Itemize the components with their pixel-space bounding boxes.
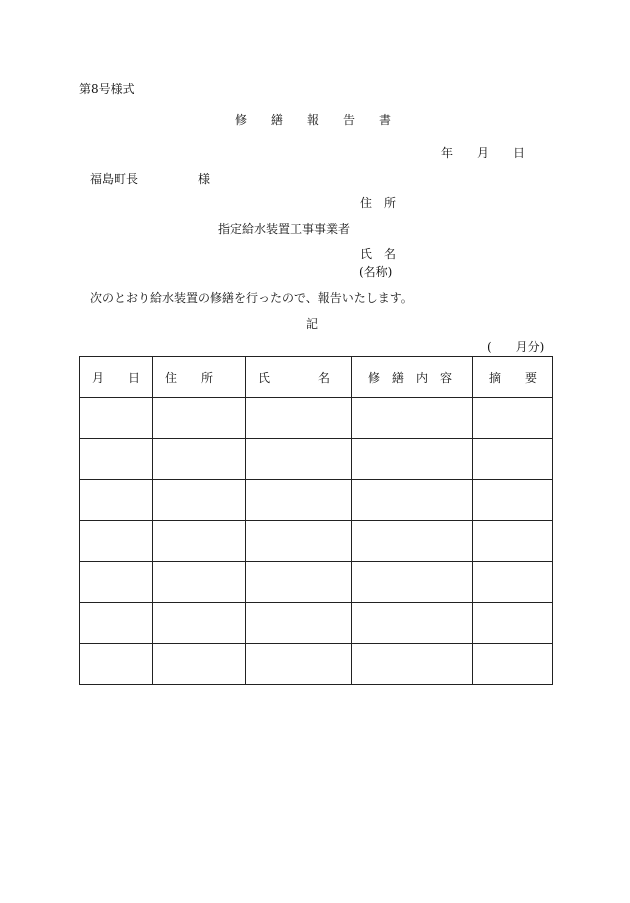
cell-name (246, 603, 352, 644)
cell-name (246, 521, 352, 562)
cell-address (153, 480, 246, 521)
cell-date (80, 644, 153, 685)
contractor-label: 指定給水装置工事事業者 (218, 222, 351, 236)
cell-repair-content (352, 439, 473, 480)
cell-repair-content (352, 521, 473, 562)
cell-repair-content (352, 644, 473, 685)
table-row (80, 521, 553, 562)
cell-date (80, 603, 153, 644)
cell-remarks (473, 439, 553, 480)
cell-name (246, 480, 352, 521)
table-row (80, 562, 553, 603)
cell-address (153, 439, 246, 480)
table-row (80, 398, 553, 439)
cell-name (246, 644, 352, 685)
cell-repair-content (352, 603, 473, 644)
ki-heading: 記 (306, 317, 319, 331)
cell-name (246, 562, 352, 603)
table-row (80, 644, 553, 685)
header-repair-content: 修 繕 内 容 (352, 357, 473, 398)
name-label: 氏 名 (360, 247, 397, 261)
cell-name (246, 398, 352, 439)
header-remarks: 摘 要 (473, 357, 553, 398)
cell-date (80, 480, 153, 521)
table-row (80, 480, 553, 521)
cell-remarks (473, 398, 553, 439)
name-alt-label: (名称) (359, 265, 393, 279)
cell-remarks (473, 480, 553, 521)
month-note: ( 月分) (487, 340, 545, 354)
cell-address (153, 398, 246, 439)
cell-address (153, 562, 246, 603)
cell-address (153, 644, 246, 685)
cell-address (153, 603, 246, 644)
form-number: 第8号様式 (79, 82, 135, 96)
cell-address (153, 521, 246, 562)
cell-repair-content (352, 562, 473, 603)
report-statement: 次のとおり給水装置の修繕を行ったので、報告いたします。 (90, 291, 413, 305)
cell-remarks (473, 644, 553, 685)
address-label: 住 所 (360, 196, 397, 210)
addressee: 福島町長 様 (90, 172, 211, 186)
repair-record-table (79, 356, 553, 685)
date-line: 年 月 日 (441, 146, 526, 160)
header-address: 住 所 (153, 357, 246, 398)
cell-remarks (473, 562, 553, 603)
table-row (80, 439, 553, 480)
cell-repair-content (352, 398, 473, 439)
cell-name (246, 439, 352, 480)
document-title: 修 繕 報 告 書 (235, 113, 392, 127)
table-header-row (80, 357, 553, 398)
cell-date (80, 521, 153, 562)
cell-date (80, 562, 153, 603)
cell-date (80, 398, 153, 439)
cell-remarks (473, 603, 553, 644)
header-name: 氏 名 (246, 357, 352, 398)
cell-repair-content (352, 480, 473, 521)
table-row (80, 603, 553, 644)
header-date: 月 日 (80, 357, 153, 398)
cell-date (80, 439, 153, 480)
cell-remarks (473, 521, 553, 562)
